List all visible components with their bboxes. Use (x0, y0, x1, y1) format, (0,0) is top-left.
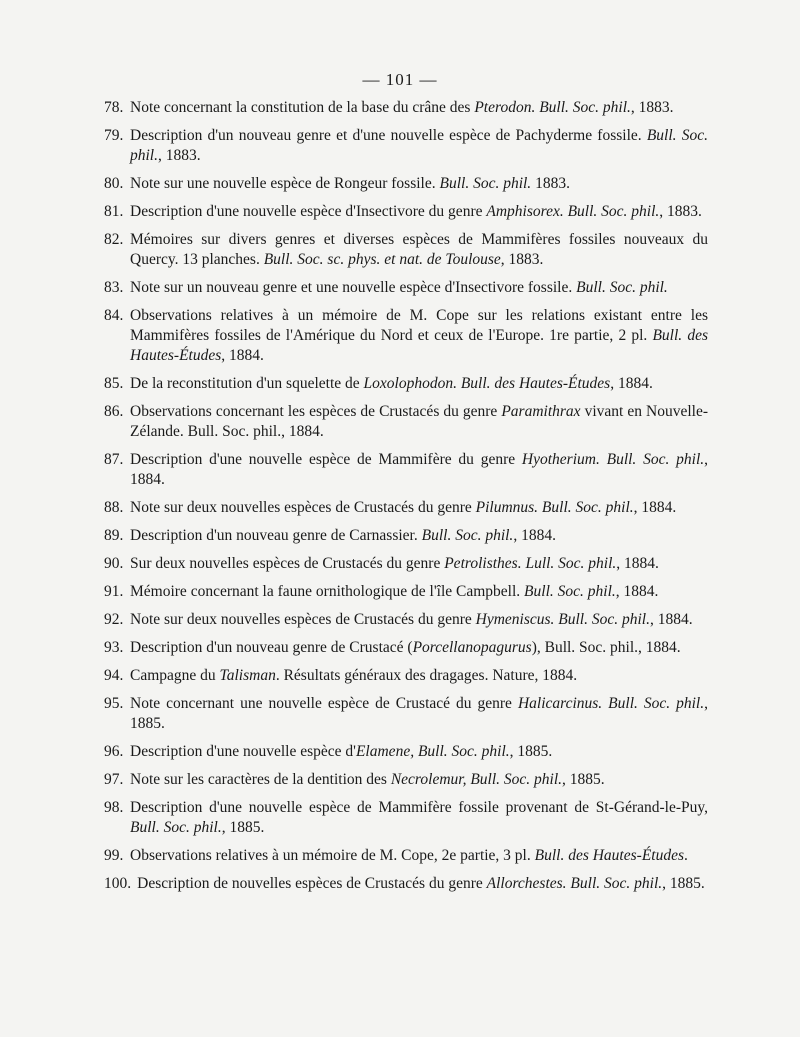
entry-number: 100. (104, 875, 132, 892)
entry-text (130, 402, 708, 442)
entry-citation: Paramithrax (501, 403, 581, 420)
bibliography-entry (104, 126, 708, 166)
entry-year: , 1885. (562, 771, 605, 788)
bibliography-entry (104, 610, 708, 630)
entry-number: 89. (104, 527, 124, 544)
entry-text (130, 526, 708, 546)
entry-text (130, 450, 708, 490)
entry-citation: Bull. Soc. phil. (130, 819, 222, 836)
entry-text (130, 638, 708, 658)
page-number: — 101 — (362, 70, 438, 89)
entry-number: 93. (104, 639, 124, 656)
entry-text (130, 278, 708, 298)
entry-number: 85. (104, 375, 124, 392)
entry-number: 98. (104, 799, 124, 816)
entry-title: Note sur un nouveau genre et une nouvelle espèce d'Insectivore fossile. (130, 279, 577, 296)
entry-year: , 1884. (615, 583, 659, 600)
entry-year: , 1885. (509, 743, 553, 760)
entry-number: 86. (104, 403, 124, 420)
entry-number: 90. (104, 555, 124, 572)
entry-title: Description d'une nouvelle espèce de Mammifère du genre (130, 451, 522, 468)
entry-text (130, 202, 708, 222)
entry-title: Note sur une nouvelle espèce de Rongeur fossile. (130, 175, 440, 192)
entry-citation: Hymeniscus. Bull. Soc. phil. (475, 611, 650, 628)
entry-text (130, 846, 708, 866)
bibliography-entry (104, 666, 708, 686)
entry-year: , 1883. (659, 203, 702, 220)
entry-text (137, 874, 708, 894)
entry-citation: Loxolophodon. Bull. des Hautes-Études (363, 375, 611, 392)
bibliography-entry (104, 770, 708, 790)
bibliography-entry (104, 638, 708, 658)
entry-citation: Pterodon. Bull. Soc. phil. (474, 99, 631, 116)
entry-citation: Allorchestes. Bull. Soc. phil. (486, 875, 663, 892)
entry-year: vivant en Nouvelle-Zélande. Bull. Soc. phil., 1884. (130, 403, 708, 440)
entry-text (130, 798, 708, 838)
bibliography-entry (104, 582, 708, 602)
entry-title: Observations relatives à un mémoire de M. Cope sur les relations existant entre les Mammifères fossiles de l'Amérique du Nord et ceux de l'Europe. 1re partie, 2 pl. (130, 307, 708, 344)
bibliography-list (104, 98, 708, 902)
entry-citation: Talisman (219, 667, 276, 684)
entry-citation: Bull. des Hautes-Études (130, 327, 708, 364)
entry-title: Description d'une nouvelle espèce d' (130, 743, 356, 760)
entry-text (130, 174, 708, 194)
bibliography-entry (104, 694, 708, 734)
entry-number: 81. (104, 203, 124, 220)
entry-year: , 1884. (130, 451, 708, 488)
bibliography-entry (104, 846, 708, 866)
bibliography-entry (104, 402, 708, 442)
entry-year: , 1883. (630, 99, 674, 116)
entry-year: . (684, 847, 688, 864)
entry-title: Mémoire concernant la faune ornithologique de l'île Campbell. (130, 583, 525, 600)
entry-number: 83. (104, 279, 124, 296)
entry-number: 84. (104, 307, 124, 324)
entry-year: , 1884. (513, 527, 556, 544)
entry-title: Mémoires sur divers genres et diverses espèces de Mammifères fossiles nouveaux du Quercy. 13 planches. (130, 231, 708, 268)
entry-text (130, 770, 708, 790)
entry-year: , 1883. (500, 251, 544, 268)
bibliography-entry (104, 498, 708, 518)
bibliography-entry (104, 306, 708, 366)
entry-number: 87. (104, 451, 124, 468)
entry-title: Observations concernant les espèces de Crustacés du genre (130, 403, 502, 420)
entry-year: , 1884. (616, 555, 659, 572)
entry-text (130, 374, 708, 394)
entry-text (130, 554, 708, 574)
entry-year: , 1885. (662, 875, 705, 892)
entry-citation: Bull. Soc. phil. (421, 527, 514, 544)
bibliography-entry (104, 554, 708, 574)
entry-text (130, 742, 708, 762)
entry-number: 79. (104, 127, 124, 144)
bibliography-entry (104, 230, 708, 270)
entry-citation: Hyotherium. Bull. Soc. phil. (521, 451, 705, 468)
entry-year: , 1884. (221, 347, 264, 364)
entry-text (130, 98, 708, 118)
entry-year: , 1885. (221, 819, 265, 836)
entry-citation: Bull. Soc. phil. (524, 583, 616, 600)
entry-text (130, 306, 708, 366)
entry-text (130, 582, 708, 602)
entry-number: 94. (104, 667, 124, 684)
entry-number: 97. (104, 771, 124, 788)
bibliography-entry (104, 278, 708, 298)
entry-number: 96. (104, 743, 124, 760)
entry-year: , 1884. (610, 375, 653, 392)
entry-title: Note concernant une nouvelle espèce de Crustacé du genre (130, 695, 518, 712)
bibliography-entry (104, 874, 708, 894)
entry-text (130, 126, 708, 166)
entry-number: 78. (104, 99, 124, 116)
entry-text (130, 498, 708, 518)
entry-title: Note sur les caractères de la dentition des (130, 771, 391, 788)
entry-citation: Bull. Soc. phil. (130, 127, 708, 164)
entry-title: Description d'un nouveau genre de Carnassier. (130, 527, 422, 544)
entry-title: Description de nouvelles espèces de Crustacés du genre (137, 875, 487, 892)
entry-title: Campagne du (130, 667, 220, 684)
entry-citation: Elamene, Bull. Soc. phil. (355, 743, 510, 760)
entry-year: ), Bull. Soc. phil., 1884. (531, 639, 681, 656)
entry-citation: Bull. Soc. phil. (576, 279, 668, 296)
entry-title: Note concernant la constitution de la base du crâne des (130, 99, 475, 116)
entry-number: 80. (104, 175, 124, 192)
entry-title: Note sur deux nouvelles espèces de Crustacés du genre (130, 611, 476, 628)
entry-citation: Petrolisthes. Lull. Soc. phil. (444, 555, 617, 572)
entry-citation: Halicarcinus. Bull. Soc. phil. (517, 695, 705, 712)
entry-number: 95. (104, 695, 124, 712)
entry-year: , 1884. (649, 611, 693, 628)
entry-title: Description d'une nouvelle espèce de Mammifère fossile provenant de St-Gérand-le-Puy, (130, 799, 708, 816)
entry-year: 1883. (531, 175, 570, 192)
bibliography-entry (104, 374, 708, 394)
entry-title: Description d'une nouvelle espèce d'Insectivore du genre (130, 203, 487, 220)
entry-title: Note sur deux nouvelles espèces de Crustacés du genre (130, 499, 476, 516)
entry-text (130, 230, 708, 270)
entry-year: . Résultats généraux des dragages. Nature, 1884. (275, 667, 578, 684)
entry-title: Sur deux nouvelles espèces de Crustacés du genre (130, 555, 445, 572)
bibliography-entry (104, 450, 708, 490)
entry-number: 92. (104, 611, 124, 628)
entry-citation: Bull. Soc. phil. (439, 175, 532, 192)
bibliography-entry (104, 174, 708, 194)
entry-citation: Bull. Soc. sc. phys. et nat. de Toulouse (263, 251, 501, 268)
bibliography-entry (104, 526, 708, 546)
entry-year: , 1883. (158, 147, 201, 164)
entry-number: 88. (104, 499, 124, 516)
bibliography-entry (104, 202, 708, 222)
entry-title: Description d'un nouveau genre et d'une nouvelle espèce de Pachyderme fossile. (130, 127, 647, 144)
entry-text (130, 610, 708, 630)
entry-text (130, 666, 708, 686)
bibliography-entry (104, 742, 708, 762)
entry-citation: Porcellanopagurus (412, 639, 532, 656)
entry-number: 82. (104, 231, 124, 248)
entry-citation: Amphisorex. Bull. Soc. phil. (486, 203, 660, 220)
entry-citation: Necrolemur, Bull. Soc. phil. (390, 771, 563, 788)
entry-title: De la reconstitution d'un squelette de (130, 375, 364, 392)
entry-citation: Pilumnus. Bull. Soc. phil. (475, 499, 634, 516)
entry-number: 99. (104, 847, 124, 864)
entry-year: , 1884. (633, 499, 677, 516)
entry-year: , 1885. (130, 695, 708, 732)
entry-number: 91. (104, 583, 124, 600)
entry-title: Description d'un nouveau genre de Crustacé ( (130, 639, 413, 656)
bibliography-entry (104, 98, 708, 118)
entry-title: Observations relatives à un mémoire de M. Cope, 2e partie, 3 pl. (130, 847, 535, 864)
bibliography-entry (104, 798, 708, 838)
entry-text (130, 694, 708, 734)
entry-citation: Bull. des Hautes-Études (534, 847, 685, 864)
